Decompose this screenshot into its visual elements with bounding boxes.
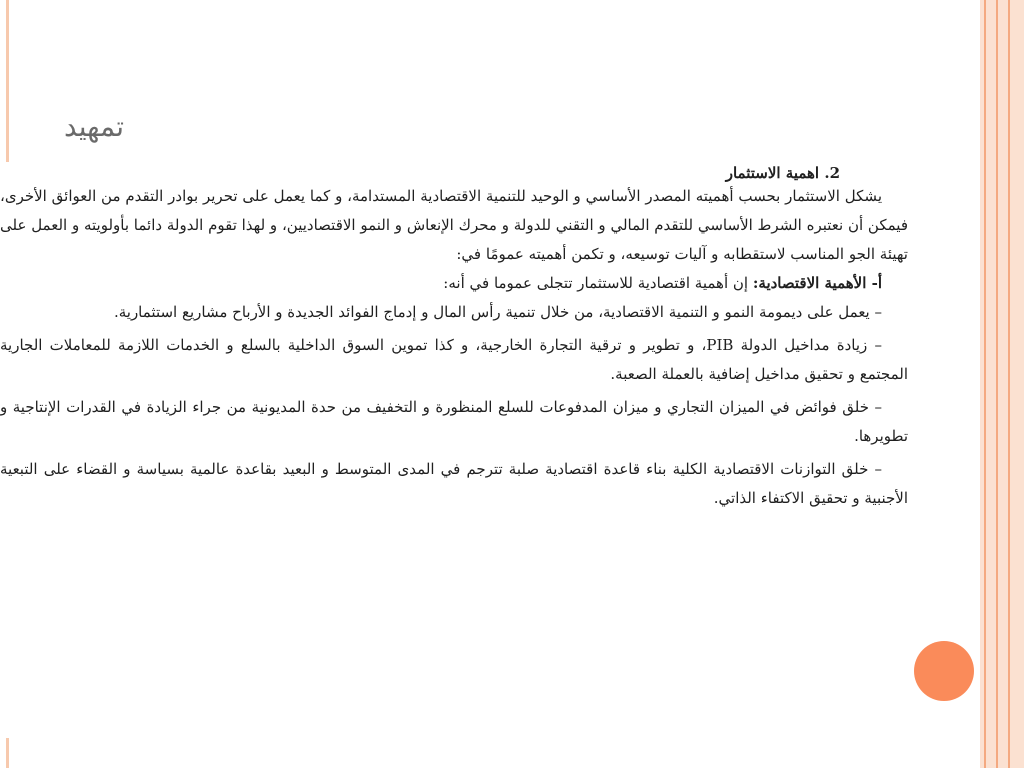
band-line bbox=[984, 0, 986, 768]
list-item: – خلق التوازنات الاقتصادية الكلية بناء قاعدة اقتصادية صلبة تترجم في المدى المتوسط و البعيد بقاعدة عالمية بسياسة و القضاء على التبعية الأجنبية و تحقيق الاكتفاء الذاتي. bbox=[0, 460, 908, 507]
subheading-label: أ- الأهمية الاقتصادية: bbox=[752, 274, 882, 292]
document-scan bbox=[0, 160, 908, 513]
list-item: – زيادة مداخيل الدولة PIB، و تطوير و ترقية التجارة الخارجية، و كذا تموين السوق الداخلية بالسلع و الخدمات اللازمة للمعاملات الجارية المجتمع و تحقيق مداخيل إضافية بالعملة الصعبة. bbox=[0, 336, 908, 383]
left-border-bottom bbox=[6, 738, 9, 768]
intro-paragraph: يشكل الاستثمار بحسب أهميته المصدر الأساسي و الوحيد للتنمية الاقتصادية المستدامة، و كما يعمل على تحرير بوادر التقدم من العوائق الأخرى، فيمكن أن نعتبره الشرط الأساسي للتقدم المالي و التقني للدولة و محرك الإنعاش و النمو الاقتصاديين، و لهذا تقوم الدولة دائما بأولويته و العمل على تهيئة الجو المناسب لاستقطابه و آليات توسيعه، و تكمن أهميته عمومًا في: bbox=[0, 187, 908, 263]
list-item: – يعمل على ديمومة النمو و التنمية الاقتصادية، من خلال تنمية رأس المال و إدماج الفوائد الجديدة و الأرباح مشاريع استثمارية. bbox=[113, 303, 882, 321]
decorative-circle bbox=[914, 641, 974, 701]
slide-title: تمهيد bbox=[64, 110, 125, 143]
list-item: – خلق فوائض في الميزان التجاري و ميزان المدفوعات للسلع المنظورة و التخفيف من حدة المديونية من جراء الزيادة في القدرات الإنتاجية و تطويرها. bbox=[0, 398, 908, 445]
section-heading: 2. اهمية الاستثمار bbox=[725, 164, 840, 182]
subheading bbox=[0, 269, 908, 298]
subheading-text: إن أهمية اقتصادية للاستثمار تتجلى عموما في أنه: bbox=[443, 274, 753, 292]
right-decorative-band bbox=[980, 0, 1024, 768]
left-border-top bbox=[6, 0, 9, 162]
band-line bbox=[1008, 0, 1010, 768]
band-line bbox=[996, 0, 998, 768]
